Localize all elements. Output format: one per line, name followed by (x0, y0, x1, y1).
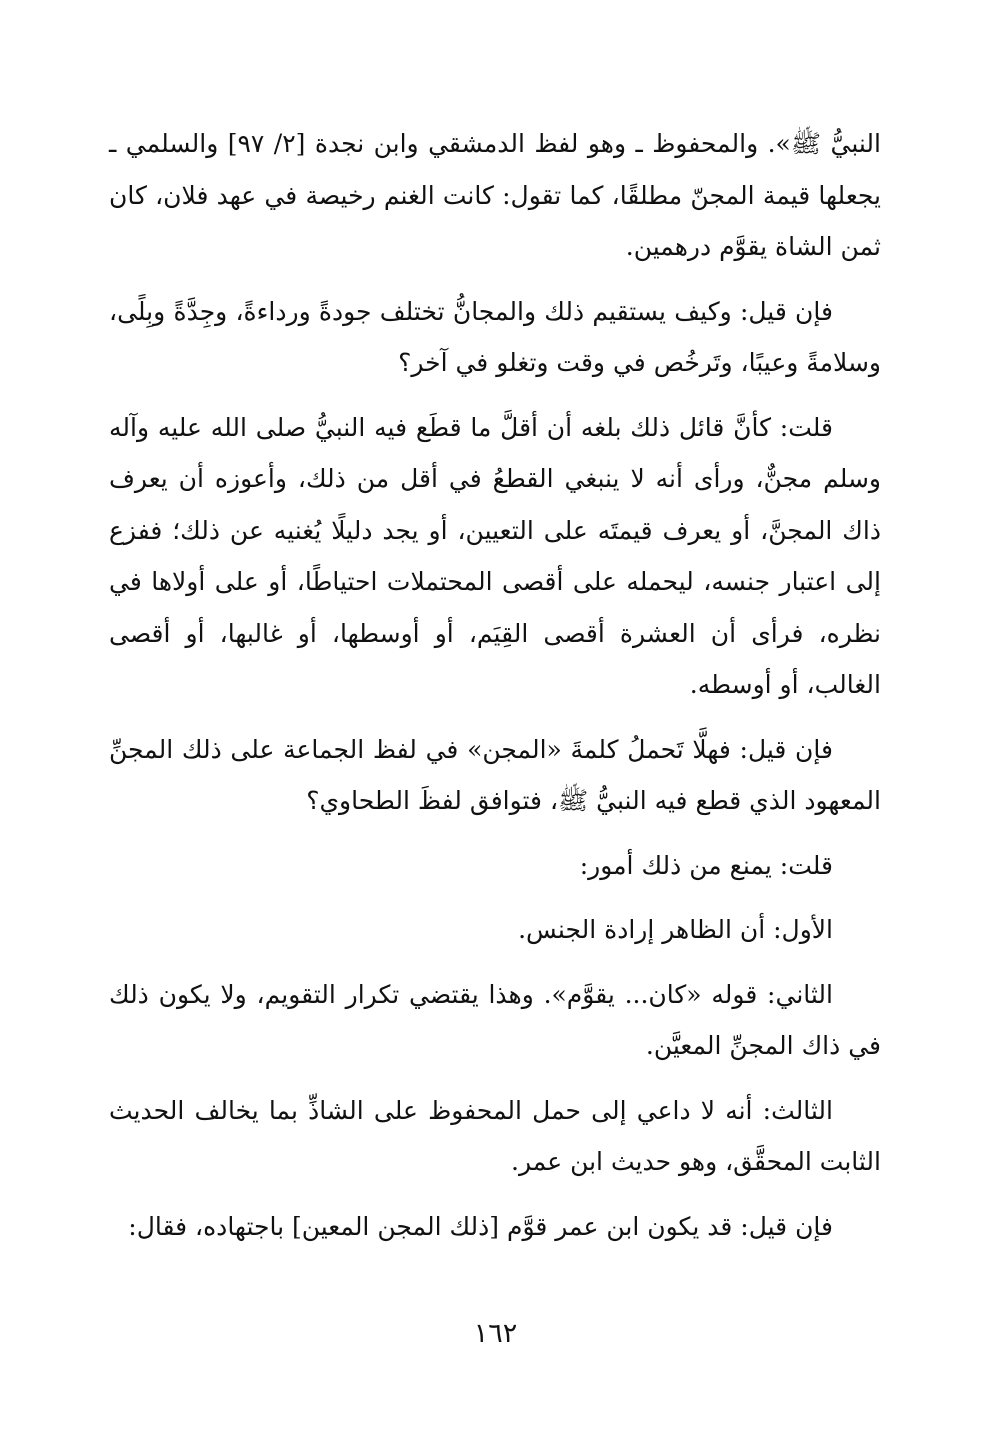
paragraph-2: فإن قيل: وكيف يستقيم ذلك والمجانُّ تختلف جودةً ورداءةً، وجِدَّةً وبِلًى، وسلامةً وعيبًا، وتَرخُص في وقت وتغلو في آخر؟ (109, 296, 881, 377)
main-text (109, 118, 881, 1265)
paragraph-8: الثالث: أنه لا داعي إلى حمل المحفوظ على الشاذِّ بما يخالف الحديث الثابت المحقَّق، وهو حديث ابن عمر. (109, 1095, 881, 1176)
paragraph-5: قلت: يمنع من ذلك أمور: (579, 850, 833, 880)
paragraph-3: قلت: كأنَّ قائل ذلك بلغه أن أقلَّ ما قطَع فيه النبيُّ صلى الله عليه وآله وسلم مجنٌّ، ورأى أنه لا ينبغي القطعُ في أقل من ذلك، وأعوزه أن يعرف ذاك المجنَّ، أو يعرف قيمتَه على التعيين، أو يجد دليلًا يُغنيه عن ذلك؛ ففزع إلى اعتبار جنسه، ليحمله على أقصى المحتملات احتياطًا، أو على أولاها في نظره، فرأى أن العشرة أقصى القِيَم، أو أوسطها، أو غالبها، أو أقصى الغالب، أو أوسطه. (109, 412, 881, 699)
paragraph-6: الأول: أن الظاهر إرادة الجنس. (518, 915, 833, 944)
paragraph-4: فإن قيل: فهلَّا تَحملُ كلمةَ «المجن» في لفظ الجماعة على ذلك المجنِّ المعهود الذي قطع فيه النبيُّ ﷺ، فتوافق لفظَ الطحاوي؟ (109, 734, 881, 815)
paragraph-9: فإن قيل: قد يكون ابن عمر قوَّم [ذلك المجن المعين] باجتهاده، فقال: (128, 1211, 833, 1241)
paragraph-1: النبيُّ ﷺ». والمحفوظ ـ وهو لفظ الدمشقي وابن نجدة [٢/ ٩٧] والسلمي ـ يجعلها قيمة المجنّ مطلقًا، كما تقول: كانت الغنم رخيصة في عهد فلان، كان ثمن الشاة يقوَّم درهمين. (109, 129, 881, 261)
page-number: ١٦٢ (473, 1318, 518, 1349)
paragraph-7: الثاني: قوله «كان... يقوَّم». وهذا يقتضي تكرار التقويم، ولا يكون ذلك في ذاك المجنِّ المعيَّن. (109, 979, 881, 1060)
